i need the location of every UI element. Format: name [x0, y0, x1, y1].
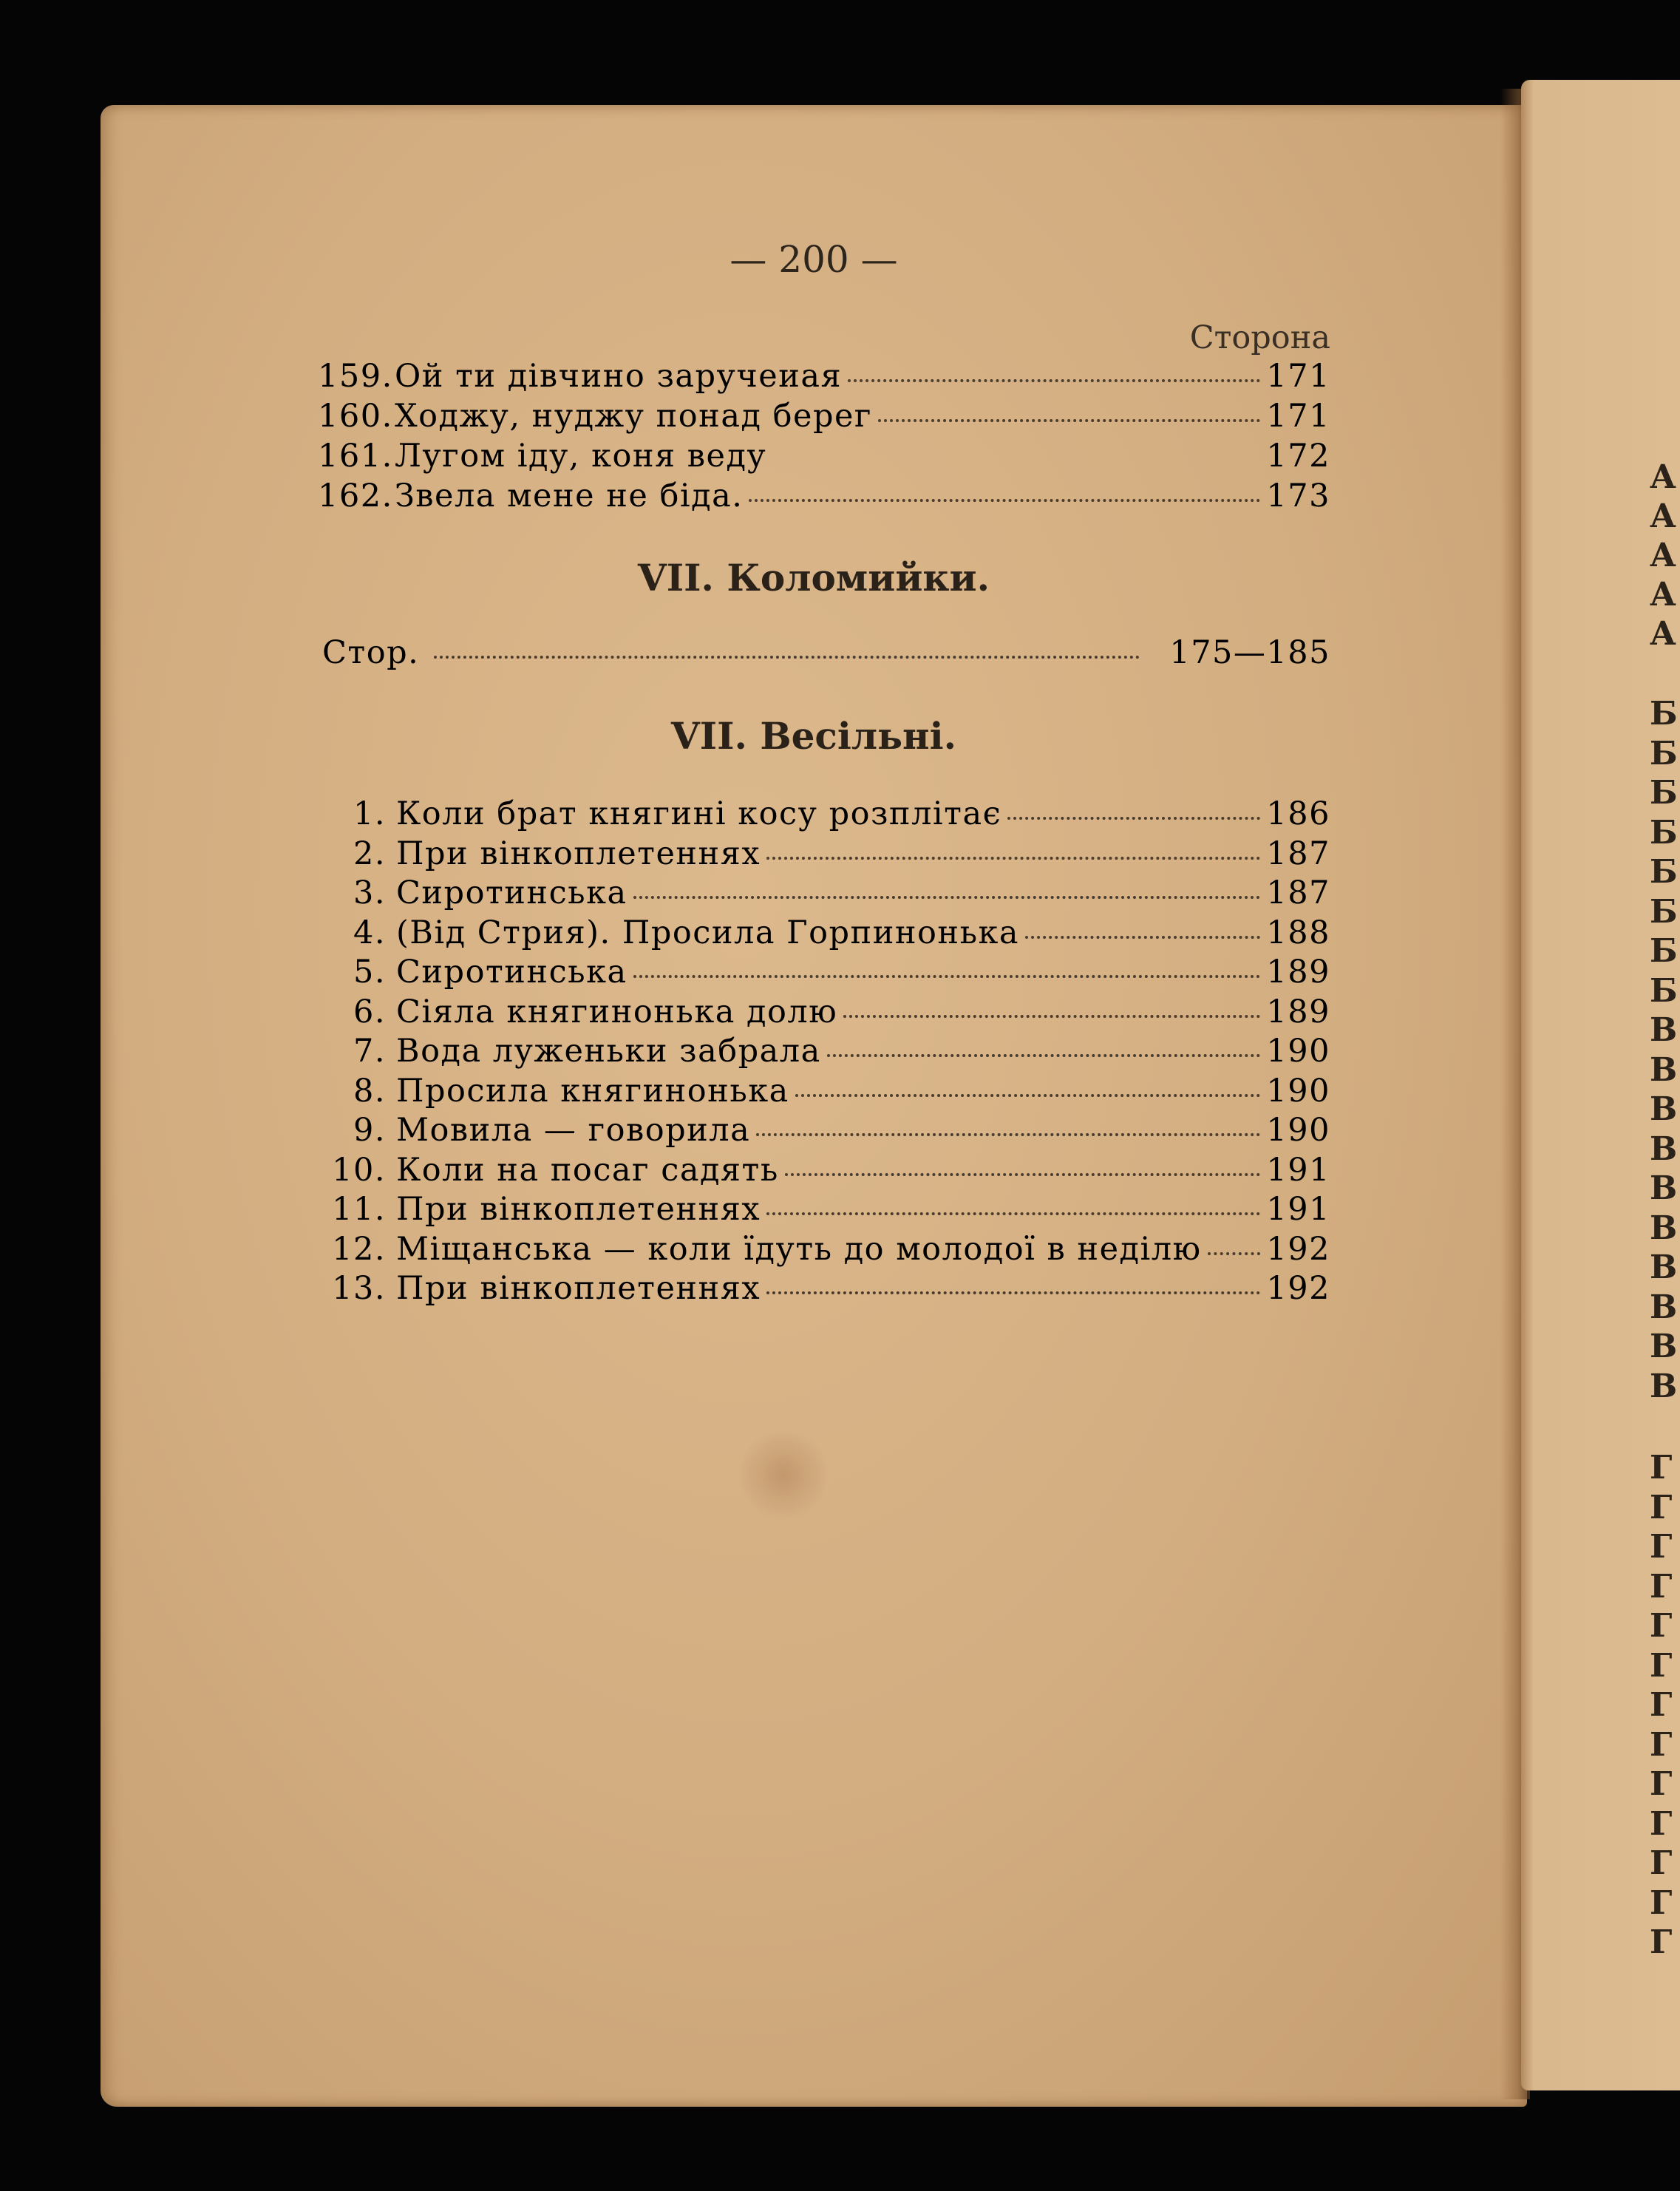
right-page-letter: Г: [1650, 1607, 1673, 1645]
right-page-letter: В: [1650, 1288, 1678, 1326]
right-page-letter: Б: [1650, 971, 1678, 1010]
toc-page: 190: [1266, 1072, 1330, 1110]
toc-number: 4.: [353, 914, 386, 951]
toc-page: 190: [1266, 1033, 1330, 1070]
toc-number: 10.: [332, 1151, 386, 1189]
toc-row: [318, 438, 1330, 475]
toc-page: 189: [1266, 954, 1330, 991]
right-page-letter: Б: [1650, 734, 1678, 772]
dot-leader: [1007, 817, 1260, 820]
toc-row: [325, 1112, 1330, 1149]
toc-row: [325, 835, 1330, 872]
dot-leader: [827, 1054, 1261, 1057]
right-page-letter: Г: [1650, 1725, 1673, 1764]
toc-row: [325, 993, 1330, 1030]
toc-number: 13.: [332, 1270, 386, 1307]
right-page-letter: В: [1650, 1090, 1678, 1128]
toc-title: При вінкоплетеннях: [396, 1191, 761, 1228]
section-title-kolomyiky: VII. Коломийки.: [637, 556, 990, 599]
toc-page: 192: [1266, 1230, 1330, 1268]
right-page-letter: Г: [1650, 1923, 1673, 1961]
toc-title: Сіяла княгинонька долю: [396, 993, 838, 1030]
toc-number: 159.: [318, 358, 393, 395]
toc-title: Сиротинська: [396, 874, 628, 911]
right-page-letter: В: [1650, 1050, 1678, 1089]
toc-number: 9.: [353, 1112, 386, 1149]
right-page-letter: Г: [1650, 1883, 1673, 1922]
right-page-letter: В: [1650, 1011, 1678, 1049]
toc-number: 3.: [353, 874, 386, 911]
right-page-letter: Г: [1650, 1844, 1673, 1882]
toc-number: 2.: [353, 835, 386, 872]
toc-number: 162.: [318, 478, 393, 514]
dot-leader: [785, 1173, 1261, 1176]
dot-leader: [1208, 1252, 1261, 1255]
right-page-letter: А: [1650, 576, 1676, 614]
right-page-letter: Б: [1650, 774, 1678, 812]
toc-title: Міщанська — коли їдуть до молодої в неділю: [396, 1230, 1202, 1268]
right-page-letter: Г: [1650, 1488, 1673, 1526]
dot-leader: [434, 656, 1140, 659]
toc-row: [325, 1152, 1330, 1189]
toc-page: 187: [1266, 835, 1330, 872]
toc-title: Вода луженьки забрала: [396, 1033, 821, 1070]
right-page-letter: Г: [1650, 1528, 1673, 1566]
right-page-letter: В: [1650, 1209, 1678, 1247]
dot-leader: [633, 896, 1261, 899]
dot-leader: [1025, 936, 1260, 939]
toc-number: 160.: [318, 398, 393, 435]
toc-title: При вінкоплетеннях: [396, 1270, 761, 1307]
right-page-letter: Б: [1650, 695, 1678, 733]
right-page-letter: А: [1650, 497, 1676, 535]
toc-title: Мовила — говорила: [396, 1112, 751, 1149]
dot-leader: [756, 1133, 1260, 1136]
right-page-letter: Г: [1650, 1646, 1673, 1685]
dot-leader: [848, 379, 1260, 382]
toc-row: [325, 1073, 1330, 1110]
toc-page: 173: [1266, 478, 1330, 514]
toc-page: 191: [1266, 1151, 1330, 1189]
toc-page: 171: [1266, 358, 1330, 395]
dot-leader: [766, 1212, 1260, 1215]
toc-row: [318, 478, 1330, 514]
toc-row: [325, 1231, 1330, 1268]
right-page-letter: А: [1650, 537, 1676, 574]
toc-title: Просила княгинонька: [396, 1072, 789, 1110]
right-page-letter: В: [1650, 1328, 1678, 1365]
toc-title: Ой ти дівчино заручеиая: [395, 358, 843, 395]
toc-page: 190: [1266, 1112, 1330, 1149]
toc-number: 6.: [353, 993, 386, 1030]
toc-title: Звела мене не біда.: [395, 478, 744, 514]
toc-page: 172: [1266, 438, 1330, 475]
toc-page: 175—185: [1169, 634, 1330, 671]
toc-row: [325, 1270, 1330, 1307]
right-page-letter: Г: [1650, 1804, 1673, 1843]
right-page-letter: В: [1650, 1130, 1678, 1168]
toc-row: [325, 795, 1330, 832]
toc-row: [325, 954, 1330, 991]
toc-row: [318, 398, 1330, 435]
right-page-letter: Г: [1650, 1765, 1673, 1803]
section-title-vesilni: VII. Весільні.: [670, 714, 957, 758]
toc-page: 192: [1266, 1270, 1330, 1307]
toc-title: Ходжу, нуджу понад берег: [395, 398, 872, 435]
toc-title: Стор.: [322, 634, 420, 671]
toc-page: 187: [1266, 874, 1330, 911]
dot-leader: [749, 499, 1260, 502]
toc-row: [322, 634, 1330, 671]
right-page-letter: Г: [1650, 1567, 1673, 1606]
right-page-letter: А: [1650, 615, 1676, 653]
right-page-letter: Б: [1650, 813, 1678, 852]
toc-page: 186: [1266, 795, 1330, 832]
toc-page: 171: [1266, 398, 1330, 435]
toc-page: 189: [1266, 993, 1330, 1030]
dot-leader: [766, 857, 1260, 860]
toc-number: 1.: [353, 795, 386, 832]
toc-row: [325, 874, 1330, 911]
right-page-letter: В: [1650, 1367, 1678, 1405]
toc-page: 188: [1266, 914, 1330, 951]
right-page-letter: А: [1650, 458, 1676, 496]
toc-title: Коли на посаг садять: [396, 1151, 779, 1189]
toc-number: 8.: [353, 1072, 386, 1110]
toc-number: 11.: [332, 1191, 386, 1228]
right-page-letter: Б: [1650, 932, 1678, 970]
toc-number: 7.: [353, 1033, 386, 1070]
right-page-letter: Б: [1650, 892, 1678, 931]
toc-row: [318, 358, 1330, 395]
dot-leader: [633, 975, 1261, 978]
toc-title: Сиротинська: [396, 954, 628, 991]
right-page-letter: В: [1650, 1169, 1678, 1207]
right-page-letter: В: [1650, 1249, 1678, 1286]
toc-number: 5.: [353, 954, 386, 991]
toc-page: 191: [1266, 1191, 1330, 1228]
dot-leader: [843, 1015, 1260, 1018]
toc-number: 12.: [332, 1230, 386, 1268]
right-page-letter: Г: [1650, 1686, 1673, 1724]
toc-title: Лугом іду, коня веду: [395, 438, 767, 475]
paper-stain: [739, 1427, 828, 1523]
toc-title: При вінкоплетеннях: [396, 835, 761, 872]
toc-number: 161.: [318, 438, 393, 475]
toc-row: [325, 1033, 1330, 1070]
toc-title: Коли брат княгині косу розплітає: [396, 795, 1002, 832]
page-number: — 200 —: [730, 238, 898, 281]
dot-leader: [795, 1094, 1261, 1097]
right-page-letter: Б: [1650, 853, 1678, 891]
column-label: Сторона: [1189, 319, 1330, 356]
dot-leader: [878, 419, 1260, 422]
toc-row: [325, 914, 1330, 951]
right-page-letter: Г: [1650, 1449, 1673, 1487]
dot-leader: [766, 1291, 1260, 1294]
toc-title: (Від Стрия). Просила Горпинонька: [396, 914, 1019, 951]
toc-row: [325, 1191, 1330, 1228]
